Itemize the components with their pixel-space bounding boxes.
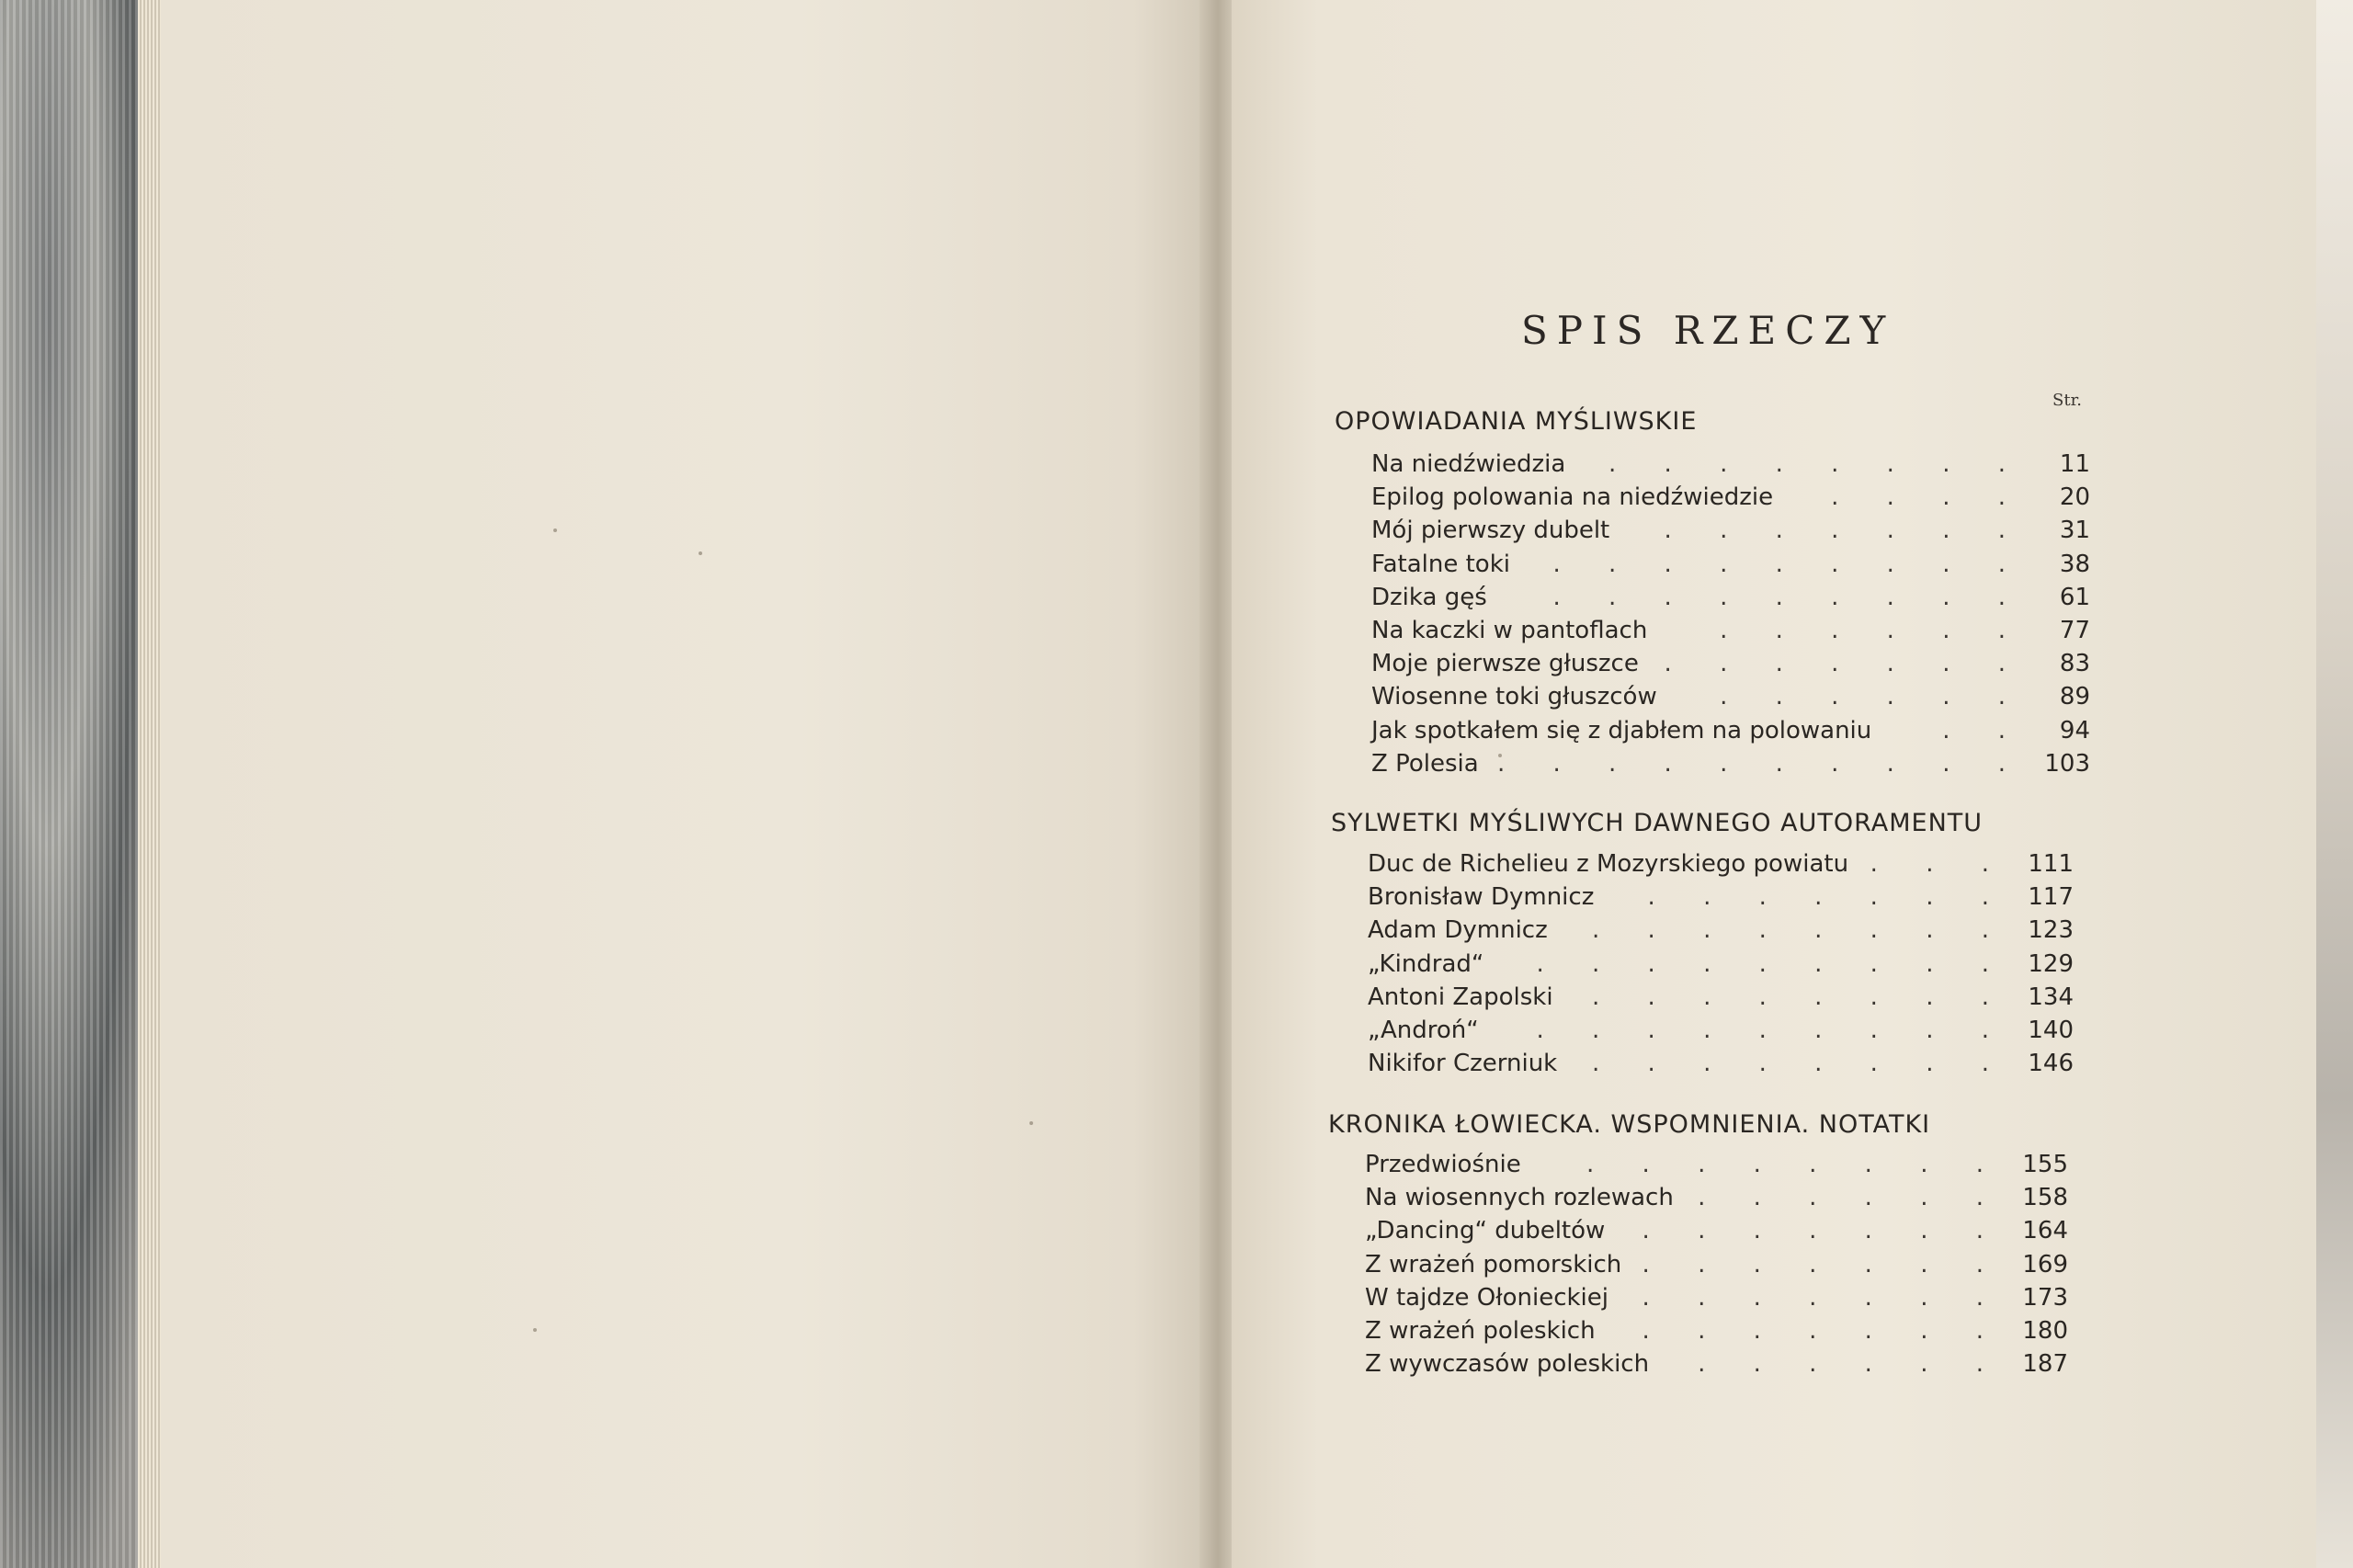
leader-dots: . . . . . . . .: [1586, 1151, 2004, 1178]
leader-dots: . . . . . . .: [1664, 650, 2026, 678]
leader-dots: . . . . . . . . .: [1552, 583, 2026, 611]
leader-dots: . . . . . . . . .: [1552, 550, 2026, 578]
toc-entry-page: 187: [2022, 1350, 2068, 1379]
toc-entry-page: 83: [2059, 650, 2090, 678]
toc-entry: [1365, 1184, 2068, 1217]
toc-entry-title: Dzika gęś: [1371, 583, 1487, 611]
toc-entry: [1365, 1217, 2068, 1250]
leader-dots: . . . . . . . .: [1592, 983, 2009, 1011]
toc-entry-page: 129: [2028, 949, 2074, 978]
toc-entry-page: 123: [2028, 916, 2074, 945]
toc-entry-page: 164: [2022, 1217, 2068, 1245]
leader-dots: . . . . . . .: [1647, 883, 2009, 912]
toc-entry: [1368, 983, 2074, 1017]
toc-entry: [1371, 750, 2090, 783]
toc-entry-page: 94: [2059, 716, 2090, 744]
leader-dots: . . . .: [1831, 483, 2026, 512]
toc-entry: [1371, 483, 2090, 517]
leader-dots: . . . . . . .: [1642, 1317, 2004, 1345]
toc-entry: [1371, 517, 2090, 550]
toc-entry-page: 180: [2022, 1317, 2068, 1345]
toc-entry-title: „Androń“: [1368, 1017, 1479, 1044]
toc-entry-title: Duc de Richelieu z Mozyrskiego powiatu: [1368, 850, 1849, 878]
toc-entry-page: 155: [2022, 1151, 2068, 1178]
toc-entry-page: 20: [2059, 483, 2090, 512]
leader-dots: . . . . . . . . .: [1536, 949, 2009, 978]
leader-dots: . . . . . .: [1698, 1350, 2004, 1379]
toc-entry: [1371, 683, 2090, 716]
toc-entry-page: 140: [2028, 1017, 2074, 1044]
leader-dots: . . . . . . . . . .: [1496, 749, 2026, 778]
toc-entry-page: 117: [2028, 883, 2074, 912]
toc-entry-title: Z wrażeń poleskich: [1365, 1317, 1596, 1345]
page-title: SPIS RZECZY: [1521, 308, 1895, 353]
toc-entry-page: 61: [2059, 583, 2090, 611]
toc-entry-title: Epilog polowania na niedźwiedzie: [1371, 483, 1774, 512]
toc-entry-page: 158: [2022, 1184, 2068, 1212]
toc-entry: [1365, 1284, 2068, 1317]
toc-entry: [1368, 950, 2074, 983]
toc-entry-page: 77: [2059, 617, 2090, 644]
toc-entry-page: 146: [2028, 1050, 2074, 1078]
toc-entry: [1368, 1050, 2074, 1083]
toc-entry-title: „Dancing“ dubeltów: [1365, 1217, 1606, 1245]
toc-entry: [1365, 1251, 2068, 1284]
toc-entry-title: Adam Dymnicz: [1368, 916, 1548, 945]
section-heading: KRONIKA ŁOWIECKA. WSPOMNIENIA. NOTATKI: [1328, 1110, 1931, 1139]
toc-entry-title: Wiosenne toki głuszców: [1371, 683, 1657, 711]
toc-entry-title: Na kaczki w pantoflach: [1371, 617, 1648, 644]
leader-dots: . . . . . . . . .: [1536, 1017, 2009, 1044]
toc-entry-title: Nikifor Czerniuk: [1368, 1050, 1558, 1078]
toc-entry-page: 173: [2022, 1283, 2068, 1312]
toc-entry-page: 134: [2028, 983, 2074, 1011]
toc-entry: [1368, 1017, 2074, 1050]
toc-entry-title: Jak spotkałem się z djabłem na polowaniu: [1371, 716, 1872, 744]
toc-entry-page: 31: [2059, 517, 2090, 545]
toc-entry-title: „Kindrad“: [1368, 949, 1484, 978]
page-column-label: Str.: [2052, 391, 2082, 410]
toc-entry: [1371, 450, 2090, 483]
toc-entry-title: Z Polesia: [1371, 749, 1479, 778]
leader-dots: . .: [1942, 716, 2026, 744]
leader-dots: . . . . . .: [1720, 617, 2026, 644]
toc-entry-title: Przedwiośnie: [1365, 1151, 1521, 1178]
toc-entry-title: Moje pierwsze głuszce: [1371, 650, 1639, 678]
toc-entry-title: Z wywczasów poleskich: [1365, 1350, 1650, 1379]
toc-entry: [1371, 551, 2090, 584]
toc-entry-page: 38: [2059, 550, 2090, 578]
toc-entry-title: Antoni Zapolski: [1368, 983, 1553, 1011]
leader-dots: . . . . . . .: [1642, 1217, 2004, 1245]
leader-dots: . . . . . . .: [1642, 1283, 2004, 1312]
leader-dots: . . . . . . . .: [1592, 1050, 2009, 1078]
toc-entry-page: 89: [2059, 683, 2090, 711]
toc-entry: [1371, 617, 2090, 650]
section-heading: SYLWETKI MYŚLIWYCH DAWNEGO AUTORAMENTU: [1331, 809, 1984, 837]
toc-entry-title: Na wiosennych rozlewach: [1365, 1184, 1674, 1212]
toc-entry: [1365, 1350, 2068, 1383]
toc-entry-title: W tajdze Ołonieckiej: [1365, 1283, 1608, 1312]
toc-entry-title: Z wrażeń pomorskich: [1365, 1250, 1622, 1278]
toc-entry-title: Mój pierwszy dubelt: [1371, 517, 1610, 545]
leader-dots: . . . . . .: [1698, 1184, 2004, 1212]
section-heading: OPOWIADANIA MYŚLIWSKIE: [1335, 407, 1698, 436]
leader-dots: . . . . . .: [1720, 683, 2026, 711]
toc-entry-page: 169: [2022, 1250, 2068, 1278]
toc-entry: [1371, 650, 2090, 683]
toc-entry: [1368, 883, 2074, 916]
toc-entry: [1368, 850, 2074, 883]
toc-entry: [1365, 1317, 2068, 1350]
toc-entry: [1368, 916, 2074, 949]
toc-entry-title: Bronisław Dymnicz: [1368, 883, 1595, 912]
leader-dots: . . . . . . .: [1664, 517, 2026, 545]
leader-dots: . . . . . . . .: [1592, 916, 2009, 945]
leader-dots: . . . . . . .: [1642, 1250, 2004, 1278]
leader-dots: . . . . . . . .: [1608, 450, 2026, 478]
toc-entry: [1371, 717, 2090, 750]
toc-entry-title: Fatalne toki: [1371, 550, 1510, 578]
toc-entry-page: 11: [2059, 450, 2090, 478]
toc-entry: [1365, 1151, 2068, 1184]
toc-entry-page: 103: [2044, 749, 2090, 778]
leader-dots: . . .: [1870, 850, 2009, 878]
toc-entry: [1371, 584, 2090, 617]
toc-entry-title: Na niedźwiedzia: [1371, 450, 1566, 478]
toc-entry-page: 111: [2028, 850, 2074, 878]
